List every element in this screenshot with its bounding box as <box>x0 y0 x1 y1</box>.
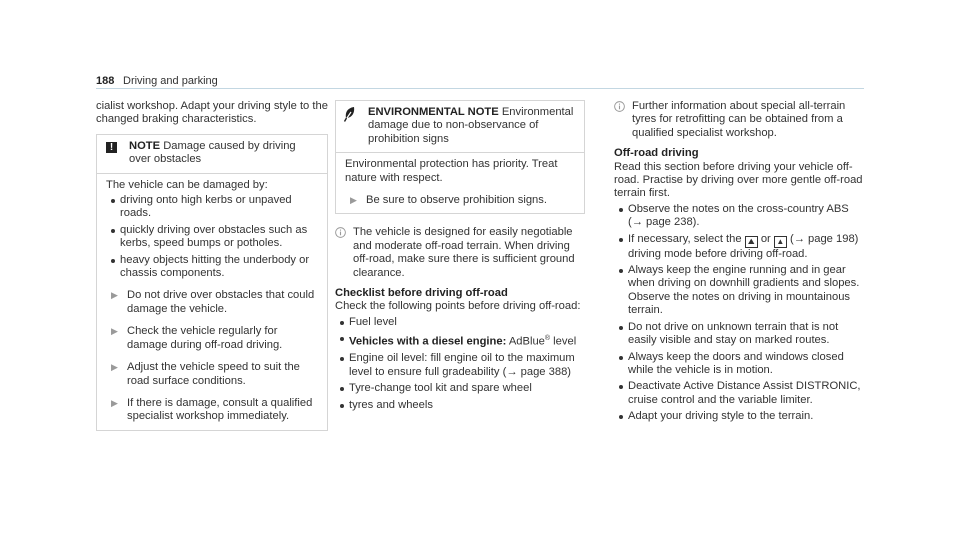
page-number: 188 <box>96 75 115 87</box>
section-title: Driving and parking <box>123 75 218 87</box>
list-item: heavy objects hitting the underbody or chassis components. <box>106 254 319 281</box>
leaf-icon <box>343 106 357 122</box>
note-bullet-list <box>106 194 319 280</box>
note-body <box>97 173 327 430</box>
list-item: Tyre-change tool kit and spare wheel <box>335 382 585 395</box>
list-item: Engine oil level: fill engine oil to the maximum level to ensure full gradeability (→ page 388) <box>335 352 585 379</box>
section-heading: Off-road driving <box>614 147 699 160</box>
info-text: The vehicle is designed for easily negotiable and moderate off-road terrain. When driving off-road, make sure there is sufficient ground clearance. <box>353 226 575 279</box>
list-item: Do not drive on unknown terrain that is not easily visible and stay on marked routes. <box>614 321 866 348</box>
instruction-step <box>106 397 319 424</box>
column-right <box>614 100 866 427</box>
list-item: Always keep the doors and windows closed while the vehicle is in motion. <box>614 351 866 378</box>
item-text: If necessary, select the <box>628 232 742 245</box>
environmental-note-box <box>335 100 585 214</box>
list-item: Always keep the engine running and in gear when driving on downhill gradients and slopes. Observe the notes on driving in mountainous terrain. <box>614 264 866 318</box>
header-rule <box>96 88 864 89</box>
intro-text: cialist workshop. Adapt your driving style to the changed braking characteristics. <box>96 100 328 126</box>
instruction-step <box>106 325 319 352</box>
info-icon <box>614 101 625 112</box>
environmental-note-body <box>336 152 584 213</box>
triangle-right-icon: ▶ <box>111 326 118 337</box>
bullet-list <box>614 203 866 424</box>
note-box <box>96 134 328 431</box>
triangle-right-icon: ▶ <box>111 362 118 373</box>
info-text: Further information about special all-terrain tyres for retrofitting can be obtained from a qualified specialist workshop. <box>632 100 846 139</box>
registered-mark: ® <box>544 335 551 343</box>
info-note <box>335 226 585 280</box>
triangle-right-icon: ▶ <box>111 397 118 408</box>
note-label: NOTE <box>129 139 161 152</box>
step-text: If there is damage, consult a qualified specialist workshop immediately. <box>127 396 313 423</box>
step-text: Check the vehicle regularly for damage during off-road driving. <box>127 325 283 351</box>
list-item: driving onto high kerbs or unpaved roads. <box>106 194 319 221</box>
item-text: (→ page 198) driving mode before driving off-road. <box>628 232 859 260</box>
column-middle <box>335 100 585 415</box>
note-header <box>97 135 327 173</box>
instruction-step <box>106 361 319 388</box>
instruction-step <box>345 194 576 207</box>
checklist <box>335 316 585 412</box>
triangle-right-icon: ▶ <box>350 195 357 206</box>
note-body-intro: The vehicle can be damaged by: <box>106 178 268 191</box>
offroad-mode-icon: ⛰ <box>745 236 758 248</box>
environmental-note-header <box>336 101 584 152</box>
list-item: Deactivate Active Distance Assist DISTRONIC, cruise control and the variable limiter. <box>614 380 866 407</box>
rock-mode-icon: ▲ <box>774 236 787 248</box>
instruction-step <box>106 289 319 316</box>
list-item: Observe the notes on the cross-country ABS (→ page 238). <box>614 203 866 230</box>
checklist-intro: Check the following points before driving off-road: <box>335 300 581 313</box>
list-item: Adapt your driving style to the terrain. <box>614 410 866 423</box>
section-intro: Read this section before driving your vehicle off-road. Practise by driving over more gentle off-road terrain first. <box>614 160 863 200</box>
step-text: Do not drive over obstacles that could damage the vehicle. <box>127 289 315 315</box>
list-item: quickly driving over obstacles such as kerbs, speed bumps or potholes. <box>106 224 319 251</box>
item-text: level <box>553 336 577 349</box>
section-heading: Checklist before driving off-road <box>335 287 508 300</box>
item-label: Vehicles with a diesel engine: <box>349 336 507 349</box>
exclamation-icon: ! <box>106 142 117 153</box>
item-text: AdBlue <box>508 336 545 349</box>
environmental-note-title: Environmental damage due to non-observance of prohibition signs <box>368 106 574 145</box>
triangle-right-icon: ▶ <box>111 290 118 301</box>
environmental-note-text: Environmental protection has priority. Treat nature with respect. <box>345 158 558 184</box>
info-icon <box>335 227 346 238</box>
note-title: Damage caused by driving over obstacles <box>129 139 296 166</box>
list-item: tyres and wheels <box>335 399 585 412</box>
step-text: Adjust the vehicle speed to suit the road surface conditions. <box>127 361 300 387</box>
list-item: Fuel level <box>335 316 585 329</box>
column-left <box>96 100 328 431</box>
environmental-note-label: ENVIRONMENTAL NOTE <box>368 106 499 118</box>
info-note <box>614 100 866 140</box>
step-text: Be sure to observe prohibition signs. <box>366 194 547 207</box>
list-item <box>335 332 585 349</box>
item-text: or <box>760 232 771 245</box>
list-item <box>614 233 866 261</box>
